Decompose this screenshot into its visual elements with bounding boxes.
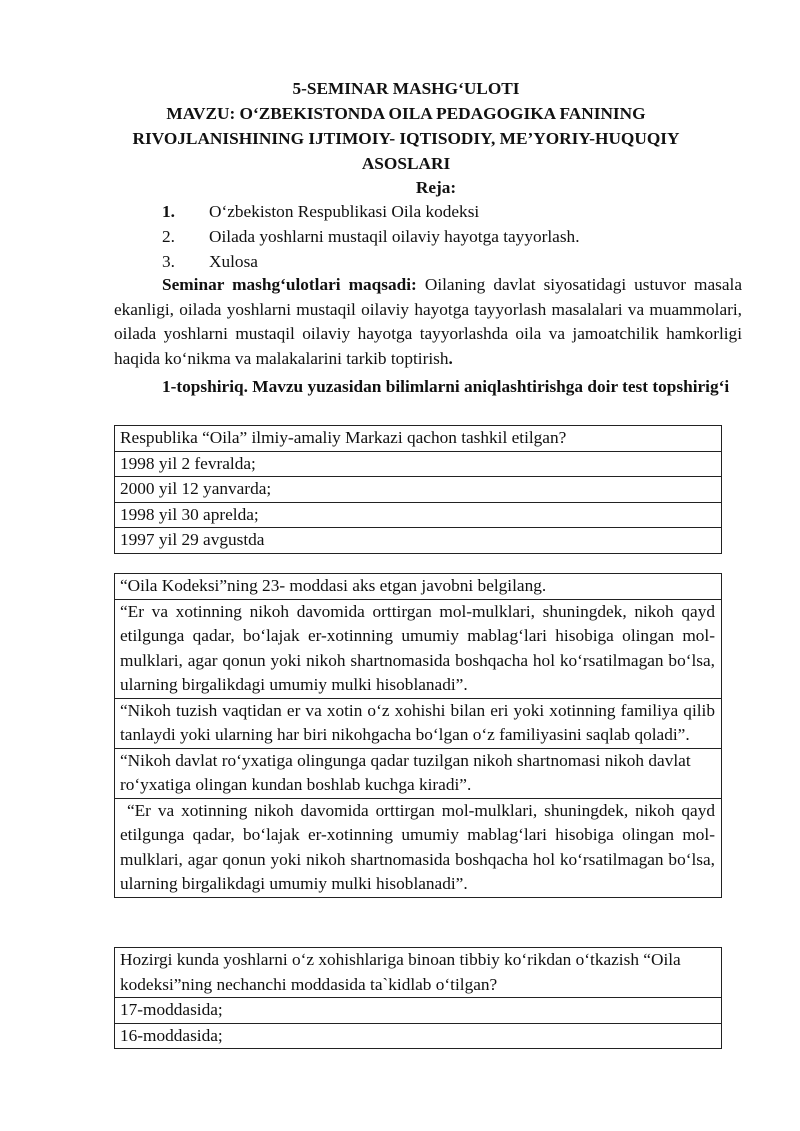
test-table-2 [114,573,722,898]
title-line-2: MAVZU: O‘ZBEKISTONDA OILA PEDAGOGIKA FANINING RIVOJLANISHINING IJTIMOIY- IQTISODIY, ME’YORIY-HUQUQIY ASOSLARI [132,104,680,173]
seminar-goal-paragraph [114,273,742,371]
test-answer: 2000 yil 12 yanvarda; [115,477,722,503]
plan-item [162,200,722,225]
plan-item [162,225,722,250]
seminar-title [100,76,700,176]
test-table-1 [114,425,722,554]
goal-label: Seminar mashg‘ulotlari maqsadi: [162,275,417,294]
test-answer: “Nikoh tuzish vaqtidan er va xotin o‘z xohishi bilan eri yoki xotinning familiya qilib tanlaydi yoki ularning har biri nikohgacha bo‘lgan o‘z familiyasini saqlab qoladi”. [115,698,722,748]
test-answer: 1997 yil 29 avgustda [115,528,722,554]
test-answer: 1998 yil 30 aprelda; [115,502,722,528]
test-question: Respublika “Oila” ilmiy-amaliy Markazi qachon tashkil etilgan? [115,426,722,452]
title-line-1: 5-SEMINAR MASHG‘ULOTI [292,79,520,98]
plan-item-text: Xulosa [209,252,258,271]
test-answer: “Er va xotinning nikoh davomida orttirgan mol-mulklari, shuningdek, nikoh qayd etilgunga qadar, bo‘lajak er-xotinning umumiy mablag‘lari hisobiga olingan mol-mulklari, agar qonun yoki nikoh shartnomasida boshqacha hol ko‘rsatilmagan bo‘lsa, ularning birgalikdagi umumiy mulki hisoblanadi”. [115,599,722,698]
test-table-3 [114,947,722,1049]
test-answer: 1998 yil 2 fevralda; [115,451,722,477]
test-answer: 16-moddasida; [115,1023,722,1049]
test-answer: “Nikoh davlat ro‘yxatiga olingunga qadar tuzilgan nikoh shartnomasi nikoh davlat ro‘yxatiga olingan kundan boshlab kuchga kiradi”. [115,748,722,798]
plan-item-text: O‘zbekiston Respublikasi Oila kodeksi [209,202,480,221]
test-question: Hozirgi kunda yoshlarni o‘z xohishlariga binoan tibbiy ko‘rikdan o‘tkazish “Oila kodeksi”ning nechanchi moddasida ta`kidlab o‘tilgan? [115,948,722,998]
plan-list [162,200,722,275]
plan-item-number: 3. [162,252,175,271]
plan-item-number: 2. [162,227,175,246]
plan-item-number: 1. [162,202,175,221]
plan-item-text: Oilada yoshlarni mustaqil oilaviy hayotga tayyorlash. [209,227,580,246]
goal-text: Oilaning davlat siyosatidagi ustuvor masala ekanligi, oilada yoshlarni mustaqil oilaviy hayotga tayyorlash masalalari va muammolari, oilada yoshlarni mustaqil oilaviy hayotga tayyorlashda oila va jamoatchilik hamkorligi haqida ko‘nikma va malakalarini tarkib toptirish [114,275,743,368]
plan-item [162,250,722,275]
test-answer: “Er va xotinning nikoh davomida orttirgan mol-mulklari, shuningdek, nikoh qayd etilgunga qadar, bo‘lajak er-xotinning umumiy mablag‘lari hisobiga olingan mol-mulklari, agar qonun yoki nikoh shartnomasida boshqacha hol ko‘rsatilmagan bo‘lsa, ularning birgalikdagi umumiy mulki hisoblanadi”. [115,798,722,897]
test-answer: 17-moddasida; [115,998,722,1024]
task-1-heading: 1-topshiriq. Mavzu yuzasidan bilimlarni aniqlashtirishga doir test topshirig‘i [162,377,730,396]
goal-end: . [448,348,453,368]
test-question: “Oila Kodeksi”ning 23- moddasi aks etgan javobni belgilang. [115,574,722,600]
plan-heading: Reja: [415,178,457,197]
